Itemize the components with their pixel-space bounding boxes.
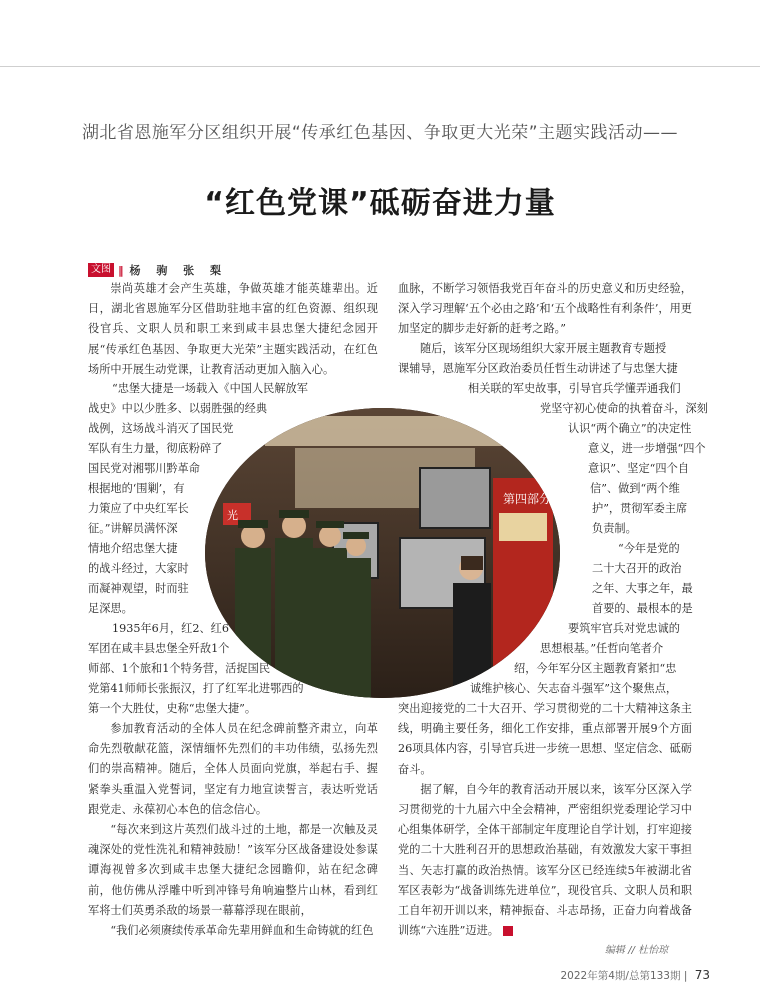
right-paragraph-1: 血脉，不断学习领悟我党百年奋斗的历史意义和历史经验，深入学习理解‘五个必由之路’和‘五个战略性有利条件’，用更加坚定的脚步走好新的赶考之路。” [398, 282, 692, 336]
article-headline: “红色党课”砥砺奋进力量 [204, 186, 556, 221]
left-paragraph-1: 崇尚英雄才会产生英雄，争做英雄才能英雄辈出。近日，湖北省恩施军分区借助驻地丰富的红色资源、组织现役官兵、文职人员和职工来到咸丰县忠堡大捷纪念园开展“传承红色基因、争取更大光荣”主题实践活动，在红色场所中开展生动党课，让教育活动更加入脑入心。 [88, 282, 378, 376]
left-wrap-line-3: 战例，这场战斗消灭了国民党 [88, 422, 234, 435]
right-wrap-line-15: 要筑牢官兵对党忠诚的 [568, 622, 680, 635]
left-wrap-line-1: “忠堡大捷是一场载入《中国人民解放军 [112, 382, 308, 395]
right-column-top [398, 279, 692, 340]
right-wrap-line-14: 首要的、最根本的是 [592, 602, 693, 615]
editor-credit: 编辑 // 杜怡琼 [604, 945, 668, 956]
left-wrap-line-8: 征。”讲解员满怀深 [88, 522, 178, 535]
right-paragraph-4 [398, 780, 692, 942]
folio [561, 968, 711, 983]
right-wrap-line-5: 认识“两个确立”的决定性 [568, 422, 692, 435]
left-paragraph-3: 参加教育活动的全体人员在纪念碑前整齐肃立，向革命先烈敬献花篮，深情缅怀先烈们的丰功伟绩，弘扬先烈们的崇高精神。随后，全体人员面向党旗，举起右手、握紧拳头重温入党誓词，坚定有力地宣读誓言，表达听党话跟党走、永葆初心本色的信念信心。 [88, 722, 378, 816]
issue-info: 2022年第4期/总第133期 [560, 970, 681, 982]
right-paragraph-4-text: 据了解，自今年的教育活动开展以来，该军分区深入学习贯彻党的十九届六中全会精神，严密组织党委理论学习中心组集体研学，全体干部制定年度理论自学计划，打牢迎接党的二十大胜利召开的思想政治基础，有效激发大家干事担当、矢志打赢的政治热情。该军分区已经连续5年被湖北省军区表彰为“战备训练先进单位”，现役官兵、文职人员和职工自年初开训以来，精神振奋、斗志昂扬，正奋力向着战备训练“六连胜”迈进。 [398, 782, 692, 938]
page-number: 73 [694, 968, 710, 982]
right-wrap-line-6: 意义，进一步增强“四个 [588, 442, 706, 455]
right-wrap-line-4: 党坚守初心使命的执着奋斗，深刻 [540, 402, 708, 415]
left-wrap-line-14: 军团在咸丰县忠堡全歼敌1个 [88, 642, 230, 655]
right-wrap-line-9: 护”，贯彻军委主席 [592, 502, 688, 515]
end-mark-icon: G [503, 926, 513, 936]
photo-panel-text: 第四部分 [503, 492, 552, 506]
left-column-top [88, 279, 378, 380]
left-wrap-line-13: 1935年6月，红2、红6 [112, 622, 229, 635]
right-wrap-line-3: 相关联的军史故事，引导官兵学懂弄通我们 [468, 382, 681, 395]
byline [88, 262, 227, 278]
right-wrap-line-18: 诚维护核心、矢志奋斗强军”这个聚焦点， [470, 682, 678, 695]
left-wrap-line-15: 师部、1个旅和1个特务营，活捉国民 [88, 662, 271, 675]
left-wrap-line-2: 战史》中以少胜多、以弱胜强的经典 [88, 402, 268, 415]
right-wrap-line-17: 绍，今年军分区主题教育紧扣“忠 [514, 662, 677, 675]
left-wrap-line-12: 足深思。 [88, 602, 133, 615]
right-wrap-line-1: 随后，该军分区现场组织大家开展主题教育专题授 [420, 342, 667, 355]
right-paragraph-3: 突出迎接党的二十大召开、学习贯彻党的二十大精神这条主线，明确主要任务，细化工作安排，重点部署开展9个方面26项具体内容，引导官兵进一步统一思想、坚定信念、砥砺奋斗。 [398, 702, 692, 776]
photo-illustration [205, 408, 560, 698]
photo-sign-text: 光 [227, 509, 238, 522]
right-wrap-line-13: 之年、大事之年，最 [592, 582, 693, 595]
right-wrap-line-8: 信”、做到“两个维 [590, 482, 680, 495]
left-wrap-line-9: 情地介绍忠堡大捷 [88, 542, 178, 555]
right-column-bottom [398, 699, 692, 941]
byline-separator: ‖ [118, 263, 124, 277]
left-wrap-line-6: 根据地的‘围剿’，有 [88, 482, 185, 495]
byline-tag: 文图 [88, 263, 114, 277]
left-wrap-line-4: 军队有生力量，彻底粉碎了 [88, 442, 223, 455]
left-paragraph-5: “我们必须赓续传承革命先辈用鲜血和生命铸就的红色 [110, 924, 374, 938]
left-wrap-line-17: 第一个大胜仗，史称“忠堡大捷”。 [88, 702, 257, 715]
top-rule [0, 66, 760, 67]
left-wrap-line-11: 而凝神观望，时而驻 [88, 582, 189, 595]
left-wrap-line-7: 力策应了中央红军长 [88, 502, 189, 515]
folio-separator: | [683, 970, 688, 982]
right-wrap-line-2: 课辅导，恩施军分区政治委员任哲生动讲述了与忠堡大捷 [398, 362, 678, 375]
right-wrap-line-12: 二十大召开的政治 [592, 562, 682, 575]
right-wrap-line-16: 思想根基。”任哲向笔者介 [540, 642, 664, 655]
left-wrap-line-5: 国民党对湘鄂川黔革命 [88, 462, 200, 475]
left-paragraph-4: “每次来到这片英烈们战斗过的土地，都是一次触及灵魂深处的党性洗礼和精神鼓励！”该军分区战备建设处参谋谭海视曾多次到咸丰忠堡大捷纪念园瞻仰，站在纪念碑前，他仿佛从浮雕中听到冲锋号角响遍整片山林，看到红军将士们英勇杀敌的场景一幕幕浮现在眼前， [88, 823, 378, 917]
right-wrap-line-7: 意识”、坚定“四个自 [588, 462, 689, 475]
article-subtitle: 湖北省恩施军分区组织开展“传承红色基因、争取更大光荣”主题实践活动—— [81, 123, 679, 143]
right-wrap-line-11: “今年是党的 [618, 542, 680, 555]
left-wrap-line-10: 的战斗经过，大家时 [88, 562, 189, 575]
left-wrap-line-16: 党第41师师长张振汉，打了红军北进鄂西的 [88, 682, 304, 695]
article-photo [205, 408, 560, 698]
right-wrap-line-10: 负责制。 [592, 522, 637, 535]
byline-authors: 杨 驹 张 梨 [129, 264, 227, 277]
left-column-bottom [88, 719, 378, 941]
